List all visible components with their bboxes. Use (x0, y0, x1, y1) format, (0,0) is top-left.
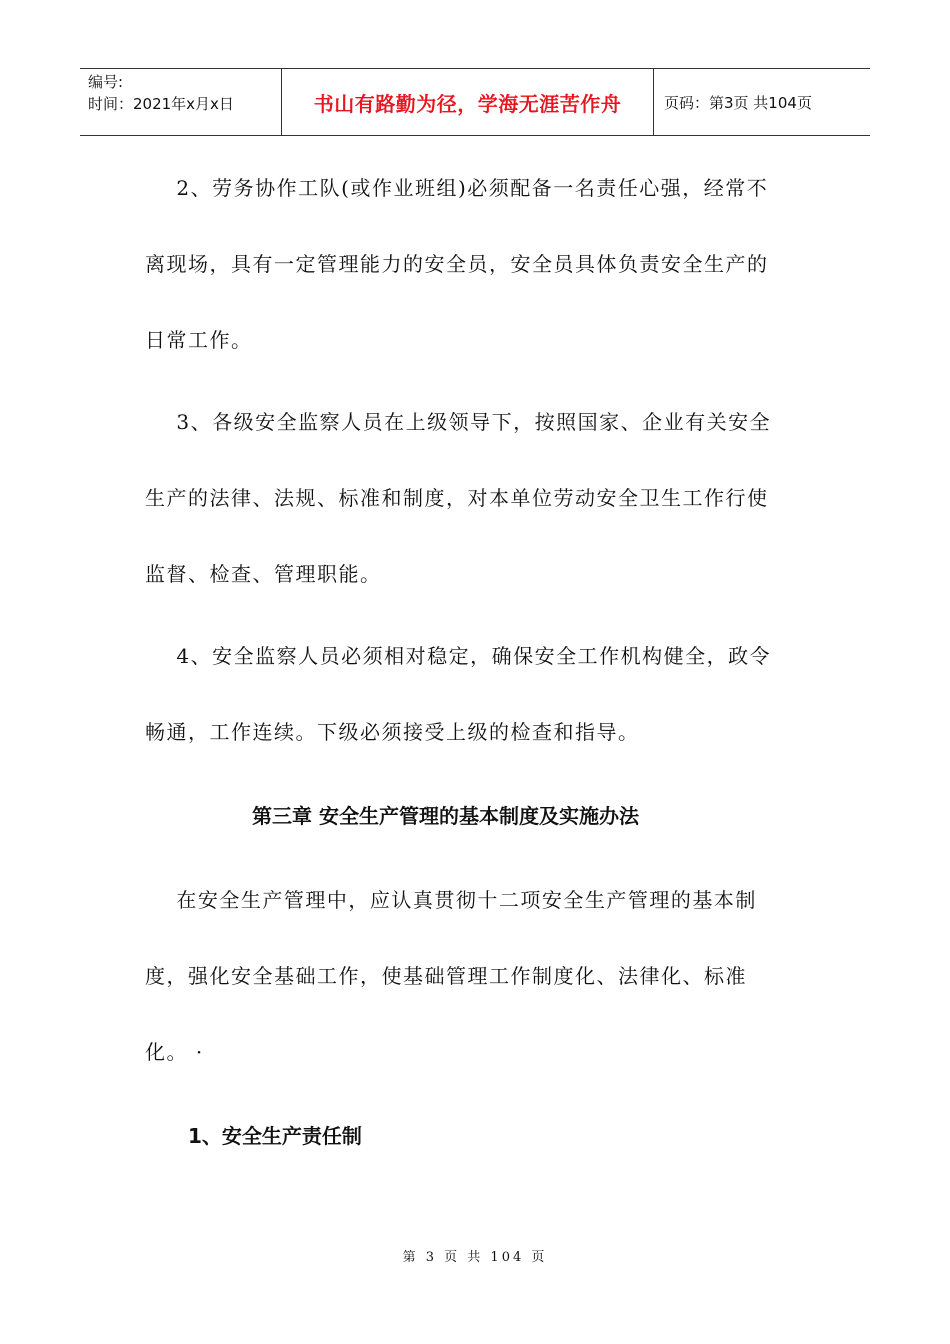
section-title: 1、安全生产责任制 (188, 1124, 362, 1148)
body-line: 3、各级安全监察人员在上级领导下，按照国家、企业有关安全 (145, 410, 772, 434)
body-line: 畅通，工作连续。下级必须接受上级的检查和指导。 (145, 720, 640, 744)
page-footer: 第 3 页 共 104 页 (402, 1250, 548, 1265)
body-line: 在安全生产管理中，应认真贯彻十二项安全生产管理的基本制 (145, 888, 757, 912)
chapter-title: 第三章 安全生产管理的基本制度及实施办法 (252, 804, 639, 828)
header-page-info: 页码：第3页 共104页 (664, 93, 812, 112)
body-line: 监督、检查、管理职能。 (145, 562, 382, 586)
body-line: 2、劳务协作工队(或作业班组)必须配备一名责任心强，经常不 (145, 176, 769, 200)
body-line: 度，强化安全基础工作，使基础管理工作制度化、法律化、标准 (145, 964, 747, 988)
body-line: 日常工作。 (145, 328, 253, 352)
header-motto: 书山有路勤为径，学海无涯苦作舟 (282, 69, 654, 135)
body-line: 离现场，具有一定管理能力的安全员，安全员具体负责安全生产的 (145, 252, 769, 276)
time-label: 时间：2021年x月x日 (88, 95, 234, 113)
body-line: 化。 · (145, 1040, 204, 1064)
body-line: 4、安全监察人员必须相对稳定，确保安全工作机构健全，政令 (145, 644, 772, 668)
serial-label: 编号: (88, 73, 124, 91)
header-meta (80, 69, 282, 135)
page-header (80, 68, 870, 136)
body-line: 生产的法律、法规、标准和制度，对本单位劳动安全卫生工作行使 (145, 486, 769, 510)
